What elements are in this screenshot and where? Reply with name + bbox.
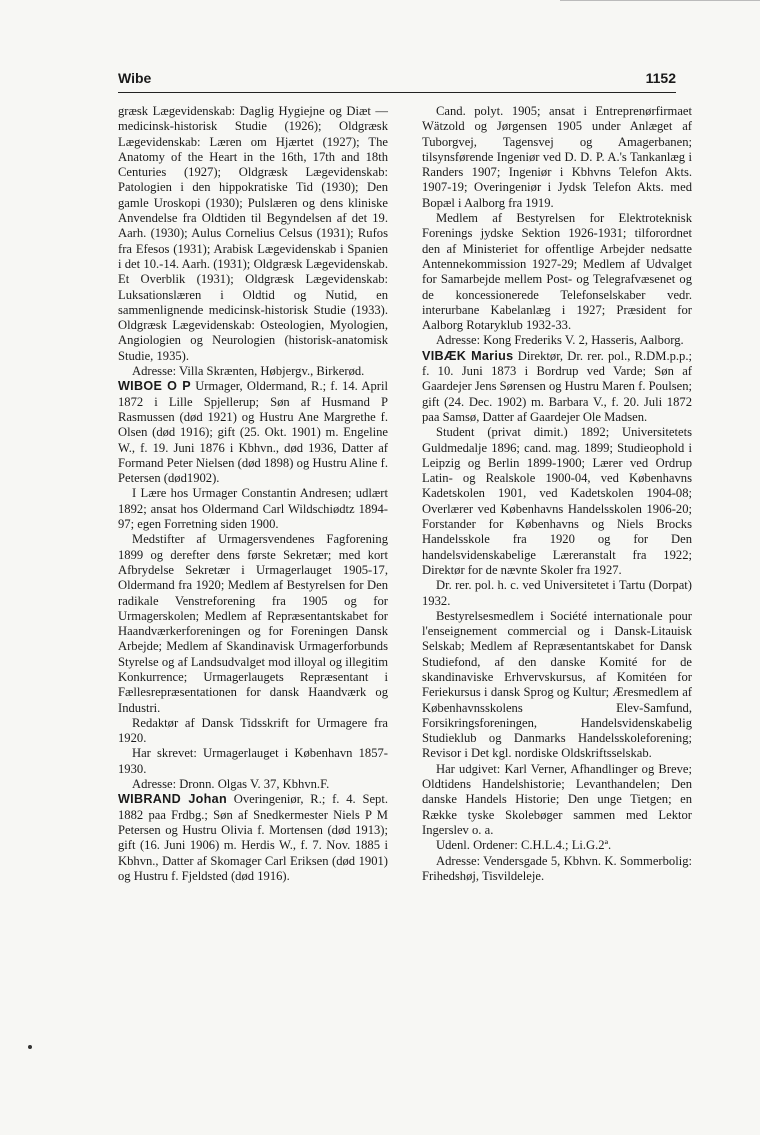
- page-number: 1152: [645, 70, 676, 86]
- text-paragraph: [422, 211, 692, 333]
- entry-headword: WIBOE O P: [118, 379, 191, 394]
- paragraph-text: Redaktør af Dansk Tidsskrift for Urmagere fra 1920.: [118, 715, 388, 746]
- entry-paragraph: [118, 379, 388, 486]
- header-rule: [118, 92, 676, 93]
- text-paragraph: [118, 486, 388, 532]
- entry-paragraph: [118, 792, 388, 884]
- paragraph-text: Dr. rer. pol. h. c. ved Universitetet i Tartu (Dorpat) 1932.: [422, 578, 692, 608]
- text-paragraph: [422, 104, 692, 211]
- paragraph-text: Direktør, Dr. rer. pol., R.DM.p.p.; f. 10. Juni 1873 i Bordrup ved Varde; Søn af Gaardejer Jens Sørensen og Hustru Maren f. Poulsen; gift (24. Dec. 1902) m. Barbara V., f. 20. Juli 1872 paa Samsø, Datter af Gaardejer Ole Madsen.: [422, 348, 693, 424]
- entry-headword: VIBÆK Marius: [422, 348, 514, 363]
- paragraph-text: Adresse: Vendersgade 5, Kbhvn. K. Sommerbolig: Frihedshøj, Tisvildeleje.: [422, 853, 692, 883]
- text-paragraph: [118, 716, 388, 747]
- text-paragraph: [422, 425, 692, 578]
- left-column: [118, 104, 388, 884]
- paragraph-text: Overingeniør, R.; f. 4. Sept. 1882 paa Frdbg.; Søn af Snedkermester Niels P M Petersen og Hustru Olivia f. Mortensen (død 1913); gift (16. Juni 1906) m. Herdis W., f. 7. Nov. 1885 i Kbhvn., Datter af Skomager Carl Eriksen (død 1901) og Hustru f. Fjeldsted (død 1916).: [118, 792, 388, 883]
- running-head: Wibe: [118, 70, 152, 86]
- text-paragraph: [118, 364, 388, 379]
- paragraph-text: Medstifter af Urmagersvendenes Fagforening 1899 og derefter dens første Sekretær; med kort Afbrydelse Sekretær i Urmagerlauget 1905-17, Oldermand fra 1920; Medlem af Bestyrelsen for Den radikale Venstreforening fra 1905 og for Urmagerskolen; Medlem af Repræsentantskabet for Haandværkerforeningen og for Foreningen Dansk Arbejde; Medlem af Skandinavisk Urmagerforbunds Styrelse og af Landsudvalget mod illoyal og illegitim Konkurrence; Urmagerlaugets Repræsentant i Fællesrepræsentationen for dansk Haandværk og Industri.: [118, 532, 388, 715]
- text-paragraph: [118, 532, 388, 716]
- paragraph-text: Har skrevet: Urmagerlauget i København 1857-1930.: [118, 746, 388, 776]
- paragraph-text: Medlem af Bestyrelsen for Elektroteknisk Forenings jydske Sektion 1926-1931; tilforordnet den af Ministeriet for offentlige Arbejder nedsatte Antennekommission 1927-29; Medlem af Udvalget for Samarbejde mellem Post- og Telegrafvæsenet og de koncessionerede Telefonselskaber vedr. interurbane Kabelanlæg i 1927; Præsident for Aalborg Rotaryklub 1932-33.: [422, 211, 692, 333]
- page-header: [118, 70, 676, 86]
- paragraph-text: Adresse: Kong Frederiks V. 2, Hasseris, Aalborg.: [436, 333, 684, 348]
- right-column: [422, 104, 692, 884]
- text-paragraph: [422, 854, 692, 885]
- paragraph-text: I Lære hos Urmager Constantin Andresen; udlært 1892; ansat hos Oldermand Carl Wildschiødtz 1894-97; egen Forretning siden 1900.: [118, 486, 388, 532]
- entry-headword: WIBRAND Johan: [118, 792, 227, 807]
- text-paragraph: [118, 746, 388, 777]
- paragraph-text: Adresse: Dronn. Olgas V. 37, Kbhvn.F.: [132, 777, 330, 792]
- text-paragraph: [422, 578, 692, 609]
- paragraph-text: græsk Lægevidenskab: Daglig Hygiejne og Diæt — medicinsk-historisk Studie (1926); Oldgræsk Lægevidenskab: Læren om Hjærtet (1927); The Anatomy of the Heart in the 16th, 17th and 18th Centuries (1927); Oldgræsk Lægevidenskab: Patologien i den hippokratiske Tid (1930); Den gamle Uroskopi (1930); Pulslæren og dens kliniske Anvendelse fra Oldtiden til Begyndelsen af det 19. Aarh. (1930); Aulus Cornelius Celsus (1931); Rufos fra Efesos (1931); Arabisk Lægevidenskab i Spanien i det 10.-14. Aarh. (1931); Oldgræsk Lægevidenskab. Et Overblik (1931); Oldgræsk Lægevidenskab: Luksationslæren i Oldtid og Nutid, en sammenlignende medicinsk-historisk Studie (1933). Oldgræsk Lægevidenskab: Osteologien, Myologien, Angiologien og Neurologien (historisk-anatomisk Studie, 1935).: [118, 104, 388, 363]
- paragraph-text: Urmager, Oldermand, R.; f. 14. April 1872 i Lille Spjellerup; Søn af Husmand P Rasmussen (død 1921) og Hustru Ane Margrethe f. Olsen (død 1916); gift (25. Okt. 1901) m. Engeline W., f. 19. Juni 1876 i Kbhvn., død 1936, Datter af Formand Peter Nielsen (død 1898) og Hustru Aline f. Petersen (død1902).: [118, 379, 388, 486]
- text-paragraph: [422, 838, 692, 853]
- paragraph-text: Udenl. Ordener: C.H.L.4.; Li.G.2ª.: [436, 838, 612, 853]
- text-paragraph: [118, 104, 388, 364]
- text-paragraph: [422, 333, 692, 348]
- scan-edge-line: [560, 0, 760, 2]
- text-paragraph: [422, 762, 692, 838]
- text-paragraph: [422, 609, 692, 762]
- paragraph-text: Bestyrelsesmedlem i Société internationale pour l'enseignement commercial og i Dansk-Litauisk Selskab; Medlem af Repræsentantskabet for Dansk Studiefond, af den danske Komité for de skandinaviske Erhvervskursus, af Komitéen for Feriekursus i dansk Sprog og Kultur; Æresmedlem af Københavnsskolens Elev-Samfund, Forsikringsforeningen, Handelsvidenskabelig Studieklub og Danmarks Handelsskoleforening; Revisor i Det kgl. nordiske Oldskriftsselskab.: [422, 608, 692, 761]
- paragraph-text: Adresse: Villa Skrænten, Høbjergv., Birkerød.: [132, 364, 365, 379]
- text-paragraph: [118, 777, 388, 792]
- paragraph-text: Student (privat dimit.) 1892; Universitetets Guldmedalje 1896; cand. mag. 1899; Studieophold i Leipzig og Berlin 1899-1900; Lærer ved Ordrup Latin- og Realskole 1900-04, ved Københavns Kadetskolen 1901, ved Kadetskolen 1904-08; Overlærer ved Københavns Handelsskolen 1906-20; Forstander for Københavns og Niels Brocks Handelsskole fra 1920 og for Den handelsvidenskabelige Læreranstalt fra 1922; Direktør for de nævnte Skoler fra 1927.: [422, 425, 692, 577]
- paragraph-text: Cand. polyt. 1905; ansat i Entreprenørfirmaet Wätzold og Jørgensen 1905 under Anlæget af Tuborgvej, Tagensvej og Amagerbanen; tilsynsførende Ingeniør ved D. D. P. A.'s Tankanlæg i Randers 1907; Ingeniør i Kbhvns Telefon Akts. 1907-19; Overingeniør i Jydsk Telefon Akts. med Bopæl i Aalborg fra 1919.: [422, 104, 692, 210]
- paragraph-text: Har udgivet: Karl Verner, Afhandlinger og Breve; Oldtidens Handelshistorie; Levanthandelen; Den danske Handels Historie; Den unge Tietgen; en Række tyske Skolebøger sammen med Lektor Ingerslev o. a.: [422, 761, 692, 837]
- entry-paragraph: [422, 349, 692, 425]
- margin-dot: [28, 1045, 32, 1049]
